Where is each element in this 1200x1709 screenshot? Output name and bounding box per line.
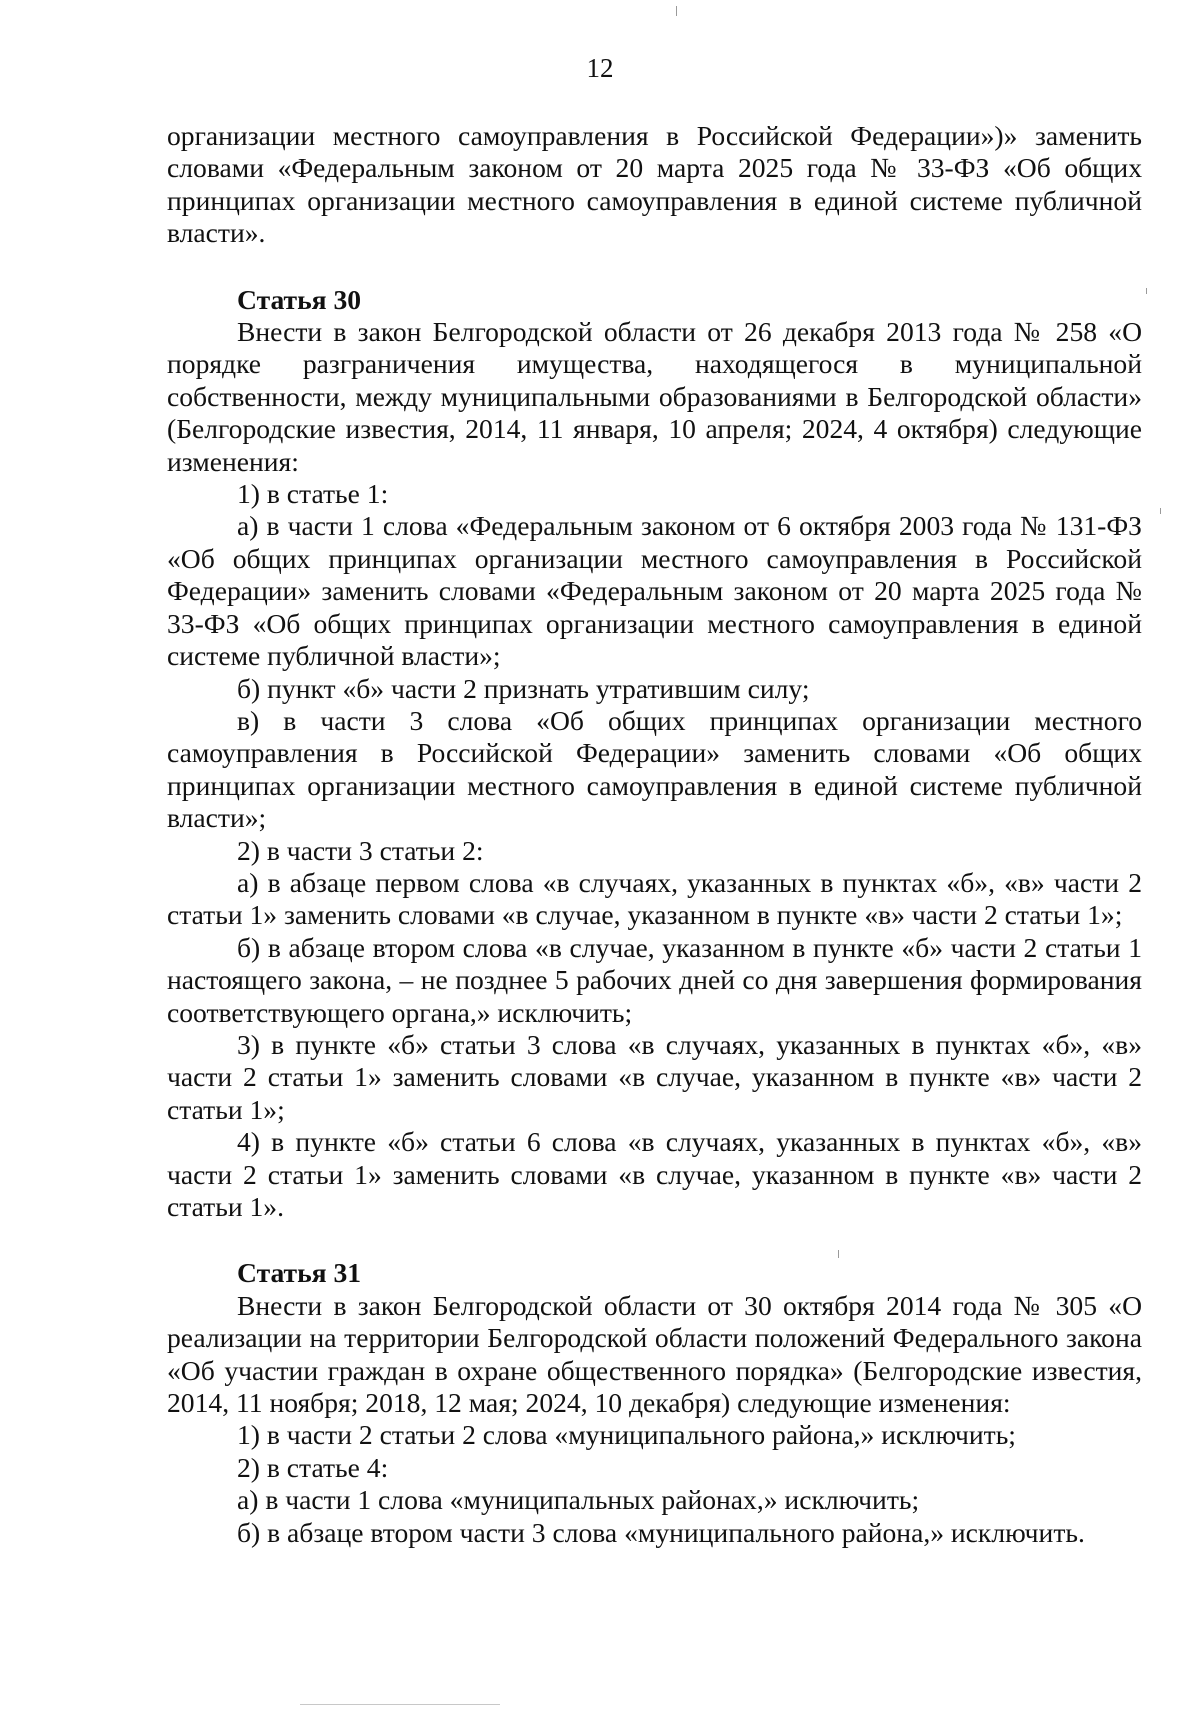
article-30-heading: Статья 30: [237, 283, 362, 315]
article-30-paragraph: б) пункт «б» части 2 признать утратившим силу;: [237, 672, 810, 704]
page-number: 12: [586, 53, 614, 83]
article-30-paragraph: 2) в части 3 статьи 2:: [237, 834, 484, 866]
scan-artifact: [838, 1250, 839, 1258]
article-31-paragraph: б) в абзаце втором части 3 слова «муниципального района,» исключить.: [237, 1516, 1085, 1548]
scan-artifact: [300, 1704, 500, 1705]
article-30-paragraph: 4) в пункте «б» статьи 6 слова «в случаях, указанных в пунктах «б», «в» части 2 статьи 1» заменить словами «в случае, указанном в пункте «в» части 2 статьи 1».: [167, 1126, 1142, 1222]
article-30-paragraph: б) в абзаце втором слова «в случае, указанном в пункте «б» части 2 статьи 1 настоящего закона, – не позднее 5 рабочих дней со дня завершения формирования соответствующего органа,» исключить;: [167, 931, 1142, 1028]
article-30-paragraph: 1) в статье 1:: [237, 478, 389, 510]
article-30-paragraph: в) в части 3 слова «Об общих принципах организации местного самоуправления в Российской Федерации» заменить словами «Об общих принципах организации местного самоуправления в единой системе публичной власти»;: [167, 704, 1142, 834]
article-30-paragraph: 3) в пункте «б» статьи 3 слова «в случаях, указанных в пунктах «б», «в» части 2 статьи 1» заменить словами «в случае, указанном в пункте «в» части 2 статьи 1»;: [167, 1028, 1142, 1125]
article-30-paragraph: а) в части 1 слова «Федеральным законом от 6 октября 2003 года № 131-ФЗ «Об общих принципах организации местного самоуправления в Российской Федерации» заменить словами «Федеральным законом от 20 марта 2025 года № 33-ФЗ «Об общих принципах организации местного самоуправления в единой системе публичной власти»;: [167, 510, 1142, 672]
scan-artifact: [676, 6, 677, 16]
article-31-heading: Статья 31: [237, 1257, 362, 1289]
scan-artifact: [1146, 288, 1147, 294]
article-30-paragraph: а) в абзаце первом слова «в случаях, указанных в пунктах «б», «в» части 2 статьи 1» заменить словами «в случае, указанном в пункте «в» части 2 статьи 1»;: [167, 866, 1142, 931]
article-31-paragraph: 2) в статье 4:: [237, 1451, 389, 1483]
paragraph-intro: организации местного самоуправления в Российской Федерации»)» заменить словами «Федеральным законом от 20 марта 2025 года № 33-ФЗ «Об общих принципах организации местного самоуправления в единой системе публичной власти».: [167, 120, 1142, 249]
article-31-paragraph: 1) в части 2 статьи 2 слова «муниципального района,» исключить;: [237, 1419, 1016, 1451]
article-31-paragraph: а) в части 1 слова «муниципальных районах,» исключить;: [237, 1484, 920, 1516]
document-body: [167, 120, 1142, 1549]
article-30-paragraph: Внести в закон Белгородской области от 26 декабря 2013 года № 258 «О порядке разграничения имущества, находящегося в муниципальной собственности, между муниципальными образованиями в Белгородской области» (Белгородские известия, 2014, 11 января, 10 апреля; 2024, 4 октября) следующие изменения:: [167, 316, 1142, 477]
article-31-paragraph: Внести в закон Белгородской области от 30 октября 2014 года № 305 «О реализации на территории Белгородской области положений Федерального закона «Об участии граждан в охране общественного порядка» (Белгородские известия, 2014, 11 ноября; 2018, 12 мая; 2024, 10 декабря) следующие изменения:: [167, 1289, 1142, 1419]
scan-artifact: [1160, 508, 1161, 514]
